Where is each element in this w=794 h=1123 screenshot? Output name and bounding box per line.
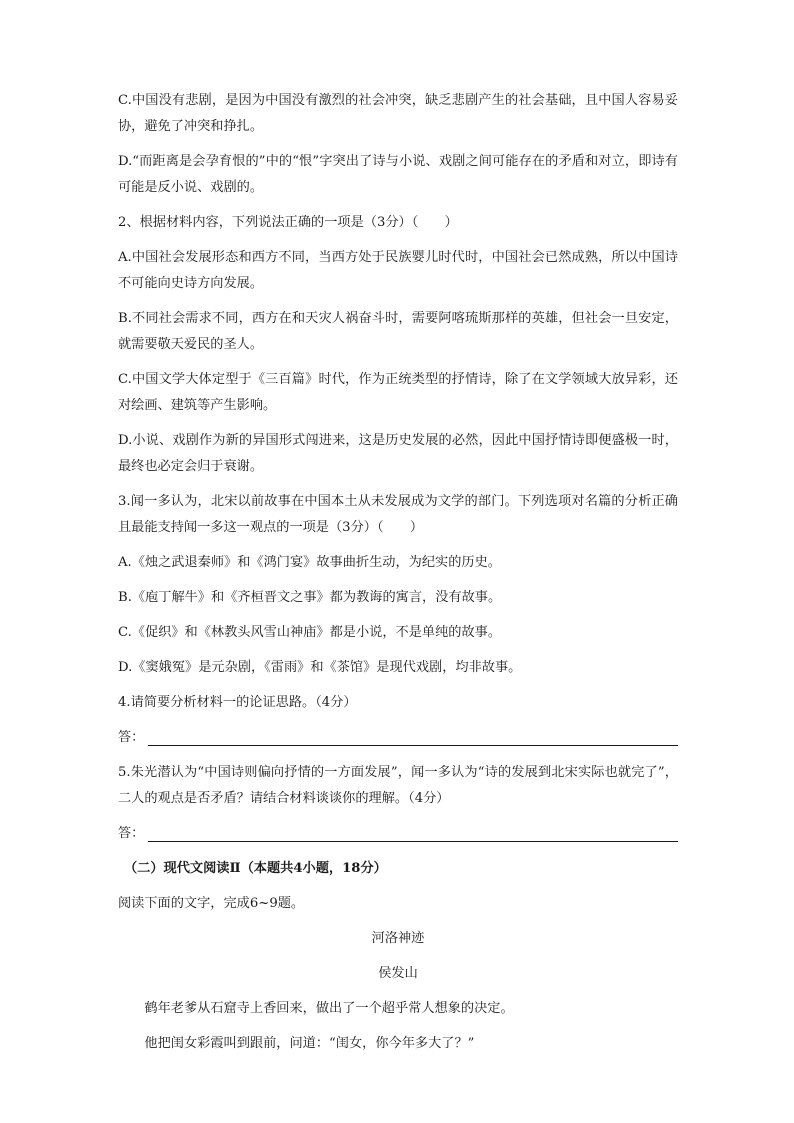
instruction: 阅读下面的文字，完成6~9题。 — [118, 896, 305, 911]
option-b-q3: B.《庖丁解牛》和《齐桓晋文之事》都为教诲的寓言，没有故事。 — [118, 590, 502, 605]
answer-line-q4[interactable] — [118, 725, 678, 751]
answer-label: 答： — [118, 826, 145, 841]
document-page — [118, 88, 678, 1066]
option-b-q2: B.不同社会需求不同，西方在和天灾人祸奋斗时，需要阿喀琉斯那样的英雄，但社会一旦安定，就需要敬天爱民的圣人。 — [118, 311, 678, 352]
question-2: 2、根据材料内容，下列说法正确的一项是（3分）（ ） — [118, 215, 458, 230]
answer-underline[interactable] — [148, 745, 678, 746]
story-title: 河洛神迹 — [371, 931, 425, 946]
option-d-q2: D.小说、戏剧作为新的异国形式闯进来，这是历史发展的必然，因此中国抒情诗即便盛极一时，最终也必定会归于衰谢。 — [118, 433, 678, 474]
option-a-q3: A.《烛之武退秦师》和《鸿门宴》故事曲折生动，为纪实的历史。 — [118, 555, 501, 570]
section-title: （二）现代文阅读Ⅱ（本题共4小题，18分） — [124, 861, 387, 876]
question-5: 5.朱光潜认为“中国诗则偏向抒情的一方面发展”，闻一多认为“诗的发展到北宋实际也就完了”，二人的观点是否矛盾？请结合材料谈谈你的理解。（4分） — [118, 765, 678, 806]
option-c-q1: C.中国没有悲剧，是因为中国没有激烈的社会冲突，缺乏悲剧产生的社会基础，且中国人容易妥协，避免了冲突和挣扎。 — [118, 93, 678, 134]
question-3: 3.闻一多认为，北宋以前故事在中国本土从未发展成为文学的部门。下列选项对名篇的分析正确且最能支持闻一多这一观点的一项是（3分）（ ） — [118, 494, 678, 535]
option-a-q2: A.中国社会发展形态和西方不同，当西方处于民族婴儿时代时，中国社会已然成熟，所以中国诗不可能向史诗方向发展。 — [118, 250, 678, 291]
question-4: 4.请简要分析材料一的论证思路。（4分） — [118, 695, 357, 710]
option-c-q3: C.《促织》和《林教头风雪山神庙》都是小说，不是单纯的故事。 — [118, 625, 502, 640]
option-d-q1: D.“而距离是会孕育恨的”中的“恨”字突出了诗与小说、戏剧之间可能存在的矛盾和对立，即诗有可能是反小说、戏剧的。 — [118, 154, 678, 195]
story-paragraph: 鹤年老爹从石窟寺上香回来，做出了一个超乎常人想象的决定。 — [144, 1001, 514, 1016]
story-paragraph: 他把闺女彩霞叫到跟前，问道：“闺女，你今年多大了？” — [144, 1036, 475, 1051]
answer-underline[interactable] — [148, 841, 678, 842]
story-author: 侯发山 — [378, 966, 418, 981]
option-d-q3: D.《窦娥冤》是元杂剧，《雷雨》和《茶馆》是现代戏剧，均非故事。 — [118, 660, 522, 675]
answer-line-q5[interactable] — [118, 821, 678, 847]
answer-label: 答： — [118, 730, 145, 745]
option-c-q2: C.中国文学大体定型于《三百篇》时代，作为正统类型的抒情诗，除了在文学领域大放异彩，还对绘画、建筑等产生影响。 — [118, 372, 678, 413]
